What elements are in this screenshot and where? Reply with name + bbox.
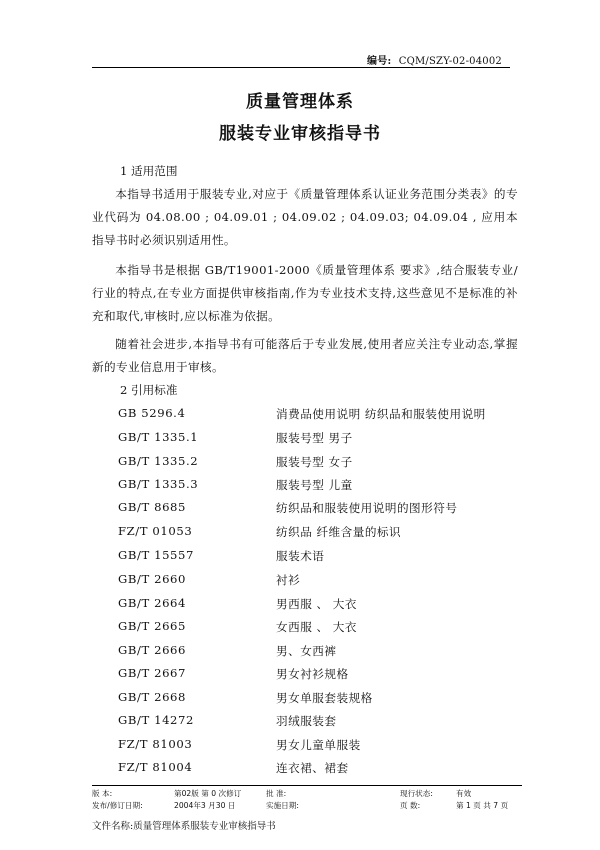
reference-row — [118, 690, 373, 705]
reference-code: GB/T 2665 — [118, 619, 187, 633]
reference-row — [118, 760, 349, 775]
document-filename: 文件名称:质量管理体系服装专业审核指导书 — [92, 821, 276, 832]
reference-name: 男女衬衫规格 — [276, 667, 349, 681]
reference-name: 纺织品和服装使用说明的图形符号 — [276, 501, 458, 515]
title-line-1: 质量管理体系 — [246, 92, 354, 112]
date-label: 发布/修订日期: — [92, 801, 143, 810]
reference-row — [118, 737, 361, 752]
section-1-paragraph-2: 本指导书是根据 GB/T19001-2000《质量管理体系 要求》,结合服装专业/行业的特点,在专业方面提供审核指南,作为专业技术支持,这些意见不是标准的补充和取代,审核时,应以标准为依据。 — [92, 263, 518, 323]
footer-divider — [92, 785, 522, 786]
reference-name: 服装号型 男子 — [276, 431, 353, 445]
reference-code: GB 5296.4 — [118, 406, 186, 420]
reference-name: 男西服 、 大衣 — [276, 597, 357, 611]
section-2-heading: 2 引用标准 — [120, 383, 178, 397]
header-divider — [92, 67, 510, 68]
section-1-paragraph-3: 随着社会进步,本指导书有可能落后于专业发展,使用者应关注专业动态,掌握新的专业信息用于审核。 — [92, 337, 518, 374]
impl-date-label: 实施日期: — [266, 801, 299, 810]
reference-row — [118, 548, 325, 563]
date-value: 2004年3 月30 日 — [174, 801, 236, 810]
reference-code: GB/T 1335.3 — [118, 477, 199, 491]
reference-code: GB/T 2666 — [118, 643, 187, 657]
reference-name: 衬衫 — [276, 573, 301, 587]
reference-row — [118, 477, 353, 492]
reference-row — [118, 430, 353, 445]
page-count-label: 页 数: — [400, 801, 421, 810]
document-code-value: CQM/SZY-02-04002 — [398, 56, 502, 67]
document-code-label: 编号: — [367, 56, 392, 67]
reference-row — [118, 524, 402, 539]
reference-code: GB/T 2664 — [118, 596, 187, 610]
reference-code: GB/T 8685 — [118, 500, 187, 514]
reference-name: 服装号型 儿童 — [276, 478, 353, 492]
reference-code: GB/T 2667 — [118, 666, 187, 680]
reference-code: GB/T 2660 — [118, 572, 187, 586]
reference-name: 服装术语 — [276, 549, 325, 563]
version-value: 第02版 第 0 次修订 — [174, 789, 242, 798]
reference-code: FZ/T 01053 — [118, 524, 193, 538]
reference-row — [118, 666, 349, 681]
footer-row-1 — [92, 788, 522, 800]
reference-code: GB/T 14272 — [118, 713, 194, 727]
section-1-heading: 1 适用范围 — [120, 164, 178, 178]
reference-name: 男、女西裤 — [276, 644, 337, 658]
reference-row — [118, 406, 486, 421]
reference-row — [118, 596, 357, 611]
reference-name: 服装号型 女子 — [276, 455, 353, 469]
reference-row — [118, 713, 337, 728]
approve-label: 批 准: — [266, 789, 287, 798]
reference-name: 羽绒服装套 — [276, 714, 337, 728]
reference-code: GB/T 1335.1 — [118, 430, 199, 444]
reference-code: GB/T 15557 — [118, 548, 194, 562]
status-value: 有效 — [456, 789, 472, 798]
version-label: 版 本: — [92, 789, 113, 798]
reference-name: 男女儿童单服装 — [276, 738, 361, 752]
section-1-paragraph-1: 本指导书适用于服装专业,对应于《质量管理体系认证业务范围分类表》的专业代码为 04.08.00 ; 04.09.01 ; 04.09.02 ; 04.09.03; 04.09.04 , 应用本指导书时必须识别适用性。 — [92, 187, 518, 247]
reference-row — [118, 572, 301, 587]
footer-row-2 — [92, 800, 522, 812]
reference-row — [118, 643, 337, 658]
reference-name: 纺织品 纤维含量的标识 — [276, 525, 402, 539]
title-line-2: 服装专业审核指导书 — [219, 124, 381, 144]
reference-code: GB/T 2668 — [118, 690, 187, 704]
reference-row — [118, 500, 458, 515]
reference-row — [118, 619, 357, 634]
reference-name: 女西服 、 大衣 — [276, 620, 357, 634]
reference-code: FZ/T 81004 — [118, 760, 193, 774]
reference-name: 男女单服套装规格 — [276, 691, 373, 705]
status-label: 现行状态: — [400, 789, 433, 798]
reference-code: GB/T 1335.2 — [118, 454, 199, 468]
document-code — [367, 52, 502, 67]
reference-row — [118, 454, 353, 469]
reference-name: 连衣裙、裙套 — [276, 761, 349, 775]
reference-code: FZ/T 81003 — [118, 737, 193, 751]
reference-name: 消费品使用说明 纺织品和服装使用说明 — [276, 407, 486, 421]
page-count-value: 第 1 页 共 7 页 — [456, 801, 509, 810]
